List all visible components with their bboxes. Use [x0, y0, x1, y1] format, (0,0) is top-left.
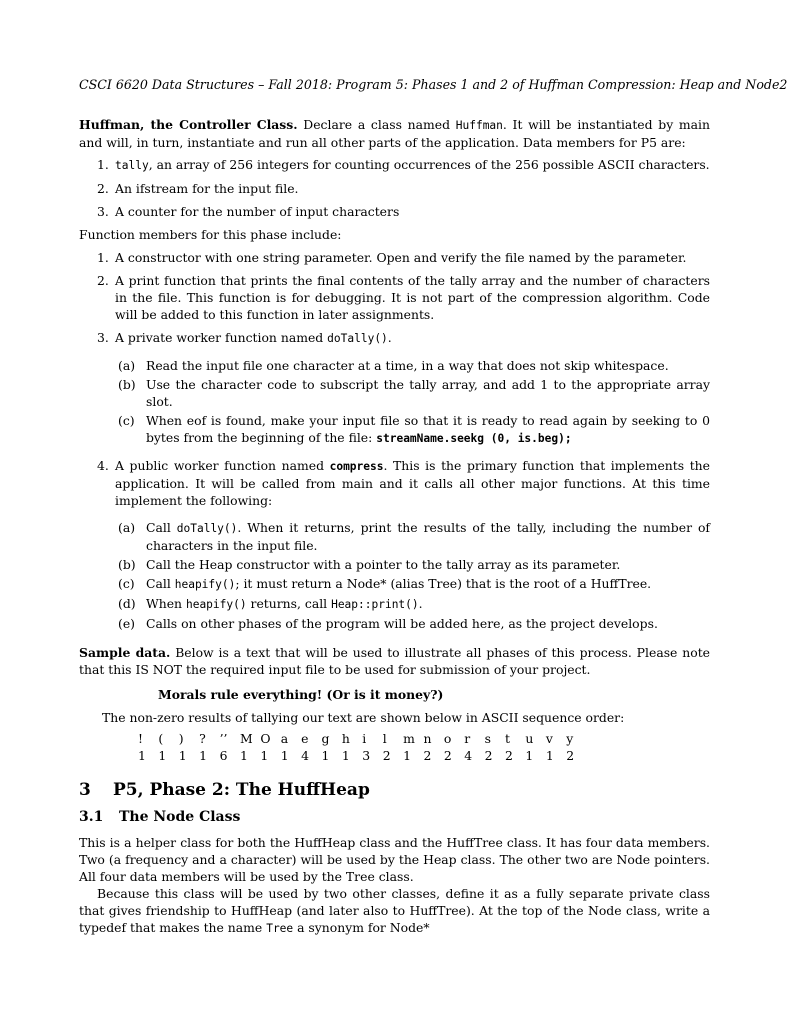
huffman-heading: Huffman, the Controller Class. [79, 117, 298, 132]
sub-label: (a) [118, 520, 136, 535]
sub-pre: When [146, 596, 186, 611]
sub-label: (c) [118, 576, 135, 591]
huffman-intro [79, 116, 710, 151]
running-header: CSCI 6620 Data Structures – Fall 2018: Program 5: Phases 1 and 2 of Huffman Compression: Heap and Node2 [79, 77, 788, 92]
item-text: , an array of 256 integers for counting occurrences of the 256 possible ASCII characters. [148, 157, 710, 172]
tally-char-cell: e [301, 731, 309, 746]
tally-count-cell: 1 [280, 748, 289, 763]
item-number: 3. [97, 330, 109, 345]
item-number: 4. [97, 458, 109, 473]
tally-char-cell: t [505, 731, 511, 746]
tally-char-cell: n [423, 731, 432, 746]
list-item [79, 249, 710, 266]
tally-count-cell: 1 [341, 748, 350, 763]
section-title: P5, Phase 2: The HuffHeap [113, 780, 370, 800]
list-item [79, 272, 710, 323]
tally-char-cell: O [260, 731, 271, 746]
sub-label: (b) [118, 377, 136, 392]
tally-count-cell: 1 [158, 748, 167, 763]
tally-char-cell: r [464, 731, 471, 746]
item-text: A print function that prints the final contents of the tally array and the number of characters in the file. This function is for debugging. It is not part of the compression algorithm. Code will be added to this function in later assignments. [115, 273, 710, 322]
sub-label: (b) [118, 557, 136, 572]
sub-text: . [418, 596, 423, 611]
item-number: 3. [97, 204, 109, 219]
tally-count-cell: 2 [443, 748, 452, 763]
tally-char-cell: M [239, 731, 253, 746]
tally-char-cell: v [545, 731, 553, 746]
function-members-list [79, 249, 710, 632]
tally-count-cell: 1 [178, 748, 187, 763]
tally-count-cell: 1 [239, 748, 248, 763]
tally-char-cell: ’’ [219, 731, 228, 746]
item-tail: . This is the primary function that implements the application. It will be called from main and it calls all other major functions. At this time implement the following: [115, 458, 710, 508]
tally-count-cell: 4 [301, 748, 310, 763]
dotally-code: doTally() [176, 522, 238, 535]
sub-text: Call the Heap constructor with a pointer to the tally array as its parameter. [146, 557, 621, 572]
sub-item [115, 595, 710, 613]
sub-item [115, 556, 710, 573]
tally-count-cell: 1 [321, 748, 330, 763]
sub-text: ; it must return a Node* (alias Tree) that is the root of a HuffTree. [235, 576, 652, 591]
tally-char-cell: o [443, 731, 452, 746]
sub-item [115, 412, 710, 447]
list-item [79, 329, 710, 447]
sub-item [115, 615, 710, 632]
tally-char-cell: a [280, 731, 289, 746]
sample-data-text: Below is a text that will be used to illustrate all phases of this process. Please note that this IS NOT the required input file to be used for submission of your project. [79, 645, 711, 677]
subsection-number: 3.1 [79, 809, 104, 825]
tally-code: tally [115, 159, 149, 172]
tally-char-cell: g [321, 731, 330, 746]
tally-count-cell: 1 [260, 748, 269, 763]
item-number: 2. [97, 181, 109, 196]
tally-chars-row [138, 730, 587, 747]
sub-text: Read the input file one character at a time, in a way that does not skip whitespace. [146, 358, 669, 373]
tally-count-cell: 2 [423, 748, 432, 763]
tally-count-cell: 6 [219, 748, 228, 763]
huffman-class-code: Huffman [455, 119, 503, 132]
tally-count-cell: 3 [362, 748, 371, 763]
tally-char-cell: l [382, 731, 387, 746]
tally-count-cell: 1 [545, 748, 554, 763]
sub-mid: returns, call [246, 596, 332, 611]
tally-intro: The non-zero results of tallying our text are shown below in ASCII sequence order: [102, 710, 625, 725]
sub-pre: Call [146, 576, 175, 591]
tally-char-cell: ? [199, 731, 206, 746]
tally-counts-row [138, 747, 587, 764]
sub-pre: Call [146, 520, 177, 535]
section-number: 3 [79, 780, 91, 800]
sub-item [115, 376, 710, 410]
sub-label: (d) [118, 596, 136, 611]
item-number: 1. [97, 157, 109, 172]
tally-count-cell: 1 [525, 748, 534, 763]
tally-char-cell: ! [138, 731, 143, 746]
function-members-intro: Function members for this phase include: [79, 227, 342, 242]
sub-item [115, 357, 710, 374]
list-item [79, 457, 710, 632]
tally-char-cell: i [362, 731, 367, 746]
compress-steps [115, 519, 710, 632]
tally-char-cell: h [341, 731, 350, 746]
item-text: A public worker function named [115, 458, 330, 473]
tally-char-cell: ( [158, 731, 164, 746]
tally-count-cell: 1 [403, 748, 411, 763]
tally-char-cell: m [403, 731, 415, 746]
sub-text: Calls on other phases of the program will be added here, as the project develops. [146, 616, 658, 631]
item-number: 1. [97, 250, 109, 265]
section-3-heading [79, 782, 710, 799]
tally-count-cell: 2 [484, 748, 493, 763]
tally-table [138, 730, 587, 764]
item-text: A constructor with one string parameter. Open and verify the file named by the parameter. [115, 250, 687, 265]
tally-count-cell: 1 [199, 748, 208, 763]
list-item [79, 180, 710, 197]
tally-char-cell: y [566, 731, 574, 746]
sub-label: (a) [118, 358, 136, 373]
huffman-intro-text-2: . It will be instantiated by main and will, in turn, instantiate and run all other parts of the application. Data members for P5 are: [79, 117, 711, 150]
sub-item [115, 575, 710, 593]
item-number: 2. [97, 273, 109, 288]
sub-label: (c) [118, 413, 135, 428]
sample-data-heading: Sample data. [79, 645, 171, 660]
tally-char-cell: u [525, 731, 534, 746]
sub-item [115, 519, 710, 554]
compress-code: compress [329, 460, 384, 473]
sample-quote: Morals rule everything! (Or is it money?) [158, 687, 444, 702]
list-item [79, 203, 710, 220]
node-class-paragraph-2 [79, 885, 710, 937]
sub-text: When eof is found, make your input file so that it is ready to read again by seeking to 0 bytes from the beginning of the file: [146, 413, 710, 445]
sample-data-paragraph [79, 644, 710, 678]
tally-count-cell: 1 [138, 748, 146, 763]
sub-label: (e) [118, 616, 136, 631]
item-text: A counter for the number of input characters [115, 204, 400, 219]
paragraph-text: Because this class will be used by two other classes, define it as a fully separate private class that gives friendship to HuffHeap (and later also to HuffTree). At the top of the Node class, write a typedef that makes the name [79, 886, 710, 935]
list-item [79, 156, 710, 174]
tally-count-cell: 2 [505, 748, 513, 763]
dotally-code: doTally() [327, 332, 388, 345]
sub-text: Use the character code to subscript the tally array, and add 1 to the appropriate array slot. [146, 377, 710, 409]
heapify-code: heapify() [174, 578, 236, 591]
subsection-3-1-heading [79, 809, 710, 826]
dotally-steps [115, 357, 710, 447]
tree-code: Tree [266, 922, 294, 935]
heap-print-code: Heap::print() [331, 598, 419, 611]
tally-char-cell: ) [178, 731, 184, 746]
item-tail: . [387, 330, 392, 345]
tally-char-cell: s [484, 731, 491, 746]
item-text: A private worker function named [115, 330, 328, 345]
paragraph-text: a synonym for Node* [293, 920, 430, 935]
tally-count-cell: 4 [464, 748, 473, 763]
sub-text: . When it returns, print the results of the tally, including the number of characters in the input file. [146, 520, 711, 553]
huffman-intro-text-1: Declare a class named [297, 117, 456, 132]
tally-count-cell: 2 [566, 748, 575, 763]
item-text: An ifstream for the input file. [115, 181, 299, 196]
node-class-paragraph-1: This is a helper class for both the HuffHeap class and the HuffTree class. It has four data members. Two (a frequency and a character) will be used by the Heap class. The other two are Node pointers. All four data members will be used by the Tree class. [79, 835, 710, 884]
data-members-list [79, 156, 710, 220]
heapify-code: heapify() [185, 598, 247, 611]
seekg-code: streamName.seekg (0, is.beg); [376, 432, 572, 445]
tally-count-cell: 2 [382, 748, 391, 763]
subsection-title: The Node Class [119, 809, 241, 825]
document-body [79, 116, 710, 937]
